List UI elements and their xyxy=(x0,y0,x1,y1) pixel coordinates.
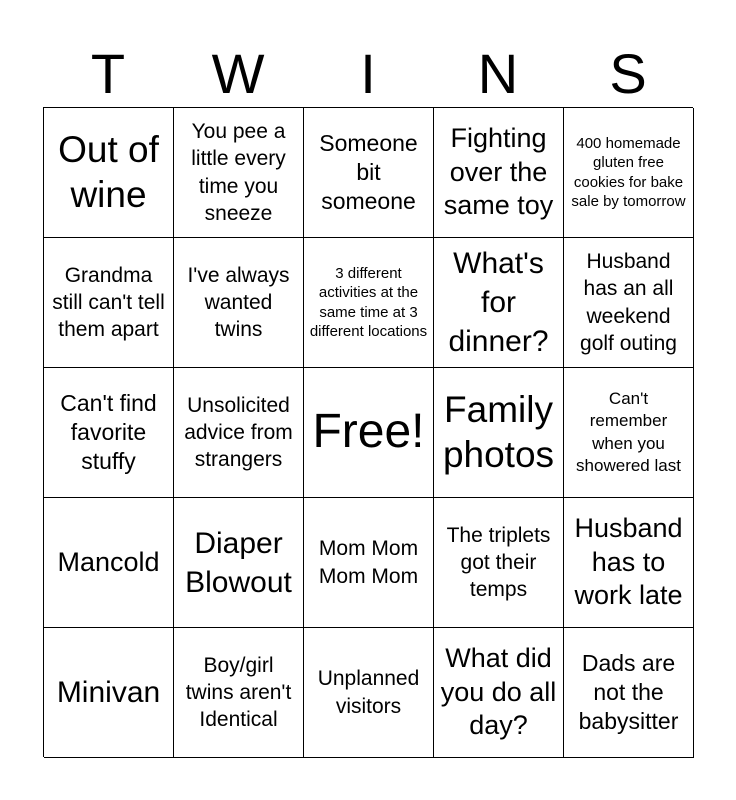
bingo-cell-text: Diaper Blowout xyxy=(185,526,292,599)
bingo-cell-text: Fighting over the same toy xyxy=(443,122,554,221)
bingo-cell-r2c3[interactable] xyxy=(304,238,434,368)
bingo-cell-r5c4[interactable] xyxy=(434,628,564,758)
bingo-cell-r1c1[interactable] xyxy=(44,108,174,238)
header-letter-i: I xyxy=(360,42,376,105)
bingo-header xyxy=(43,40,693,108)
bingo-cell-text: 3 different activities at the same time at 3 different locations xyxy=(309,264,428,340)
bingo-cell-text: Grandma still can't tell them apart xyxy=(52,263,165,342)
bingo-cell-text: What did you do all day? xyxy=(440,642,557,741)
bingo-cell-text: The triplets got their temps xyxy=(446,523,551,602)
bingo-cell-r3c5[interactable] xyxy=(564,368,694,498)
free-space-text: Free! xyxy=(312,405,425,459)
bingo-cell-text: Unsolicited advice from strangers xyxy=(184,393,293,472)
bingo-cell-r4c5[interactable] xyxy=(564,498,694,628)
bingo-cell-free-space[interactable] xyxy=(304,368,434,498)
bingo-cell-text: 400 homemade gluten free cookies for bake sale by tomorrow xyxy=(571,134,686,210)
bingo-cell-r1c3[interactable] xyxy=(304,108,434,238)
bingo-cell-r3c4[interactable] xyxy=(434,368,564,498)
bingo-cell-text: Unplanned visitors xyxy=(317,667,420,718)
bingo-cell-text: Mancold xyxy=(57,546,160,577)
bingo-cell-text: Husband has to work late xyxy=(574,512,683,611)
bingo-cell-r3c2[interactable] xyxy=(174,368,304,498)
bingo-cell-text: Family photos xyxy=(442,389,555,475)
bingo-cell-r1c5[interactable] xyxy=(564,108,694,238)
bingo-cell-r3c1[interactable] xyxy=(44,368,174,498)
bingo-cell-text: You pee a little every time you sneeze xyxy=(191,119,286,225)
bingo-cell-r2c1[interactable] xyxy=(44,238,174,368)
header-letter-s: S xyxy=(609,42,647,105)
bingo-cell-text: Mom Mom Mom Mom xyxy=(318,537,419,588)
bingo-cell-text: Can't find favorite stuffy xyxy=(60,390,157,474)
header-letter-t: T xyxy=(90,42,126,105)
bingo-cell-r2c5[interactable] xyxy=(564,238,694,368)
bingo-cell-r5c2[interactable] xyxy=(174,628,304,758)
bingo-cell-r5c5[interactable] xyxy=(564,628,694,758)
bingo-cell-r1c2[interactable] xyxy=(174,108,304,238)
bingo-cell-r5c3[interactable] xyxy=(304,628,434,758)
bingo-cell-r5c1[interactable] xyxy=(44,628,174,758)
bingo-cell-text: What's for dinner? xyxy=(448,247,549,358)
bingo-cell-r4c3[interactable] xyxy=(304,498,434,628)
bingo-cell-r4c4[interactable] xyxy=(434,498,564,628)
bingo-cell-r2c2[interactable] xyxy=(174,238,304,368)
bingo-cell-text: Out of wine xyxy=(58,129,159,215)
bingo-cell-text: Someone bit someone xyxy=(319,130,418,214)
bingo-cell-text: Minivan xyxy=(56,676,161,709)
bingo-cell-r4c1[interactable] xyxy=(44,498,174,628)
bingo-cell-text: Husband has an all weekend golf outing xyxy=(580,249,677,355)
bingo-cell-r2c4[interactable] xyxy=(434,238,564,368)
bingo-cell-r4c2[interactable] xyxy=(174,498,304,628)
bingo-cell-text: I've always wanted twins xyxy=(187,263,290,342)
header-letter-w: W xyxy=(211,42,265,105)
bingo-cell-text: Dads are not the babysitter xyxy=(578,650,679,734)
bingo-cell-text: Boy/girl twins aren't Identical xyxy=(185,653,292,732)
bingo-cell-r1c4[interactable] xyxy=(434,108,564,238)
bingo-card-grid xyxy=(43,107,693,757)
bingo-cell-text: Can't remember when you showered last xyxy=(576,389,681,475)
header-letter-n: N xyxy=(477,42,519,105)
